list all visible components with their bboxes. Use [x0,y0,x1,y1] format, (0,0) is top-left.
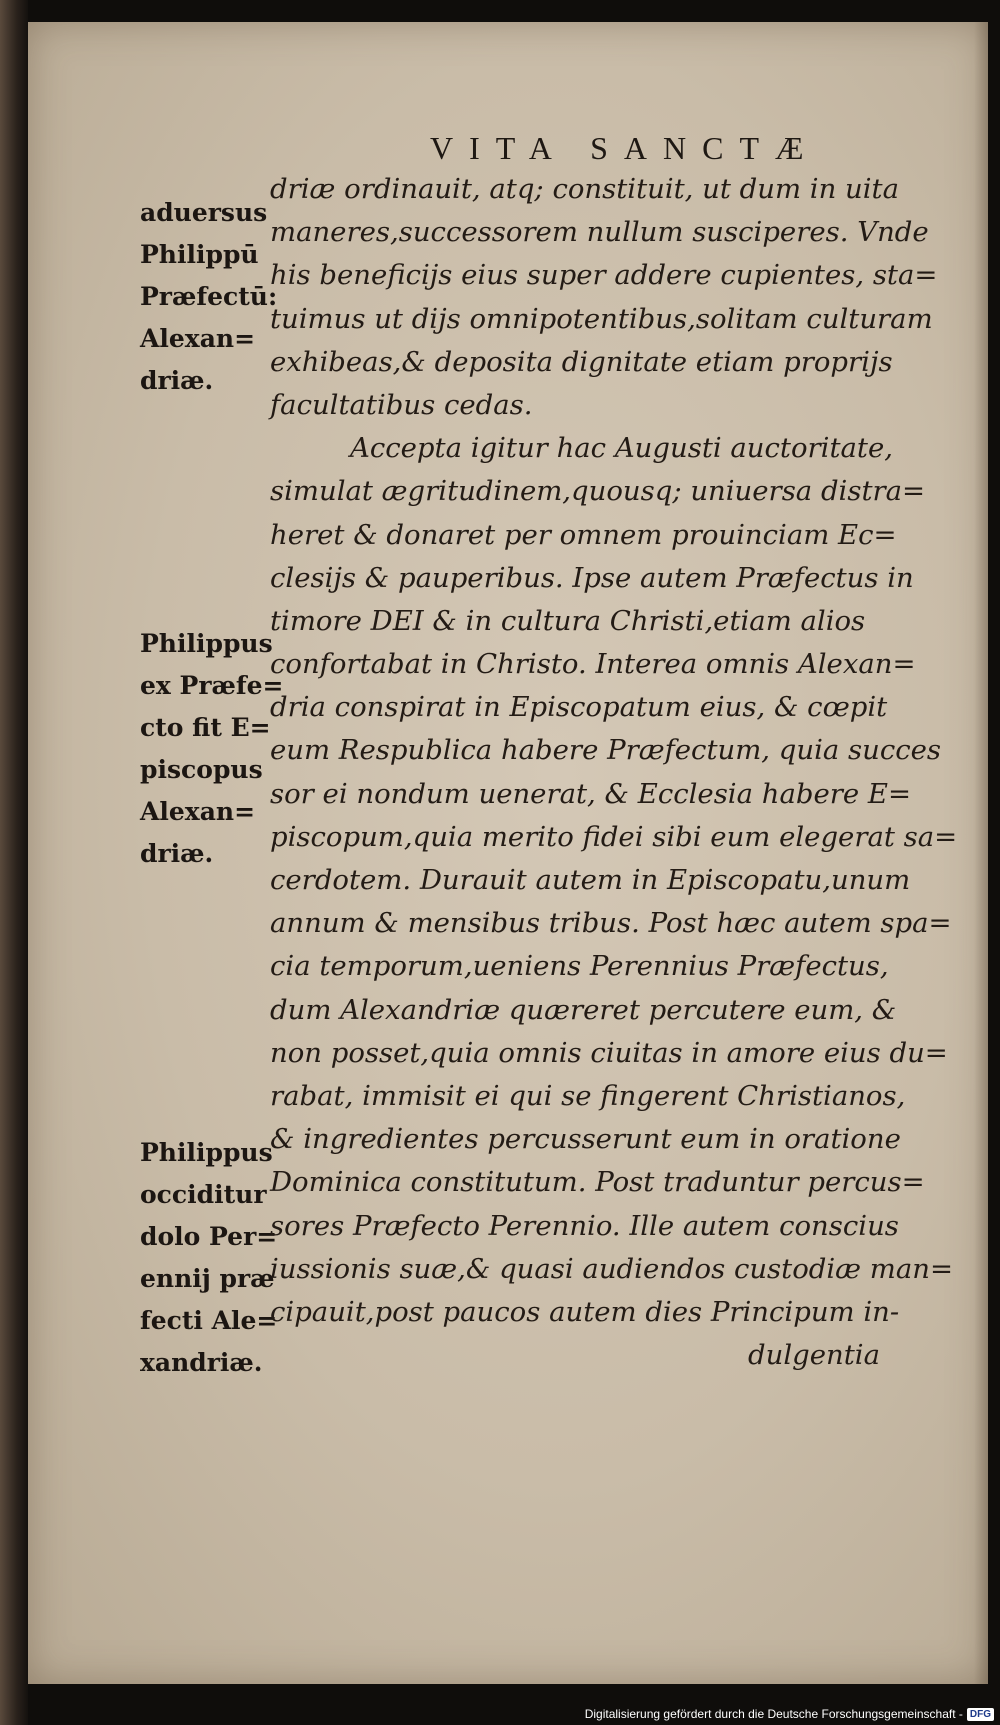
text-line: piscopum,quia merito fidei sibi eum elegerat sa= [270,820,958,853]
margin-note [140,192,278,402]
text-line: dum Alexandriæ quæreret percutere eum, & [270,993,897,1026]
text-line: confortabat in Christo. Interea omnis Alexan= [270,648,916,681]
margin-note-line: fecti Ale= [140,1306,278,1335]
margin-note-line: occiditur [140,1180,267,1209]
text-line: facultatibus cedas. [270,388,533,421]
text-line: maneres,successorem nullum susciperes. Vnde [270,216,929,249]
body-text [270,168,958,1377]
dfg-logo: DFG [967,1708,994,1721]
text-line: timore DEI & in cultura Christi,etiam alios [270,604,866,637]
text-line: annum & mensibus tribus. Post hæc autem spa= [270,907,952,940]
margin-note [140,623,284,875]
text-line: clesijs & pauperibus. Ipse autem Præfectus in [270,561,914,594]
text-line: cia temporum,ueniens Perennius Præfectus, [270,950,889,983]
book-spine [0,0,28,1725]
text-line: iussionis suæ,& quasi audiendos custodiæ man= [270,1252,953,1285]
margin-note-line: driæ. [140,839,214,868]
text-line: simulat ægritudinem,quousq; uniuersa distra= [270,475,926,508]
catchword: dulgentia [748,1339,880,1372]
margin-note-line: Alexan= [140,324,256,353]
margin-note-line: ennij præ [140,1264,275,1293]
text-line: exhibeas,& deposita dignitate etiam proprijs [270,345,893,378]
text-line: & ingredientes percusserunt eum in oratione [270,1123,901,1156]
margin-note-line: Philippū [140,240,259,269]
text-line: dria conspirat in Episcopatum eius, & cœpit [270,691,888,724]
text-line: Accepta igitur hac Augusti auctoritate, [350,432,893,465]
margin-note-line: Philippus [140,629,273,658]
text-line: tuimus ut dijs omnipotentibus,solitam culturam [270,302,933,335]
text-line: heret & donaret per omnem prouinciam Ec= [270,518,897,551]
margin-note [140,1132,278,1384]
margin-note-line: Præfectū: [140,282,278,311]
margin-note-line: xandriæ. [140,1348,263,1377]
margin-note-line: driæ. [140,366,214,395]
running-head: VITA SANCTÆ [430,130,820,166]
page-edge-shadow [974,22,988,1684]
margin-note-line: Philippus [140,1138,273,1167]
margin-note-line: aduersus [140,198,268,227]
margin-note-line: piscopus [140,755,263,784]
text-line: sor ei nondum uenerat, & Ecclesia habere E= [270,777,911,810]
margin-note-line: cto fit E= [140,713,271,742]
text-line: his beneficijs eius super addere cupientes, sta= [270,259,938,292]
text-line: rabat, immisit ei qui se fingerent Christianos, [270,1079,906,1112]
digitization-footer [585,1707,994,1721]
text-line: Dominica constitutum. Post traduntur percus= [270,1166,925,1199]
margin-note-line: Alexan= [140,797,256,826]
text-line: cerdotem. Durauit autem in Episcopatu,unum [270,864,911,896]
text-line: driæ ordinauit, atq; constituit, ut dum in uita [270,173,899,205]
footer-text: Digitalisierung gefördert durch die Deutsche Forschungsgemeinschaft - [584,1707,963,1721]
margin-note-line: ex Præfe= [140,671,284,700]
margin-note-line: dolo Per= [140,1222,278,1251]
text-line: eum Respublica habere Præfectum, quia succes [270,734,942,767]
text-line: sores Præfecto Perennio. Ille autem conscius [270,1209,899,1242]
text-line: non posset,quia omnis ciuitas in amore eius du= [270,1036,948,1069]
text-line: cipauit,post paucos autem dies Principum in- [270,1295,900,1328]
